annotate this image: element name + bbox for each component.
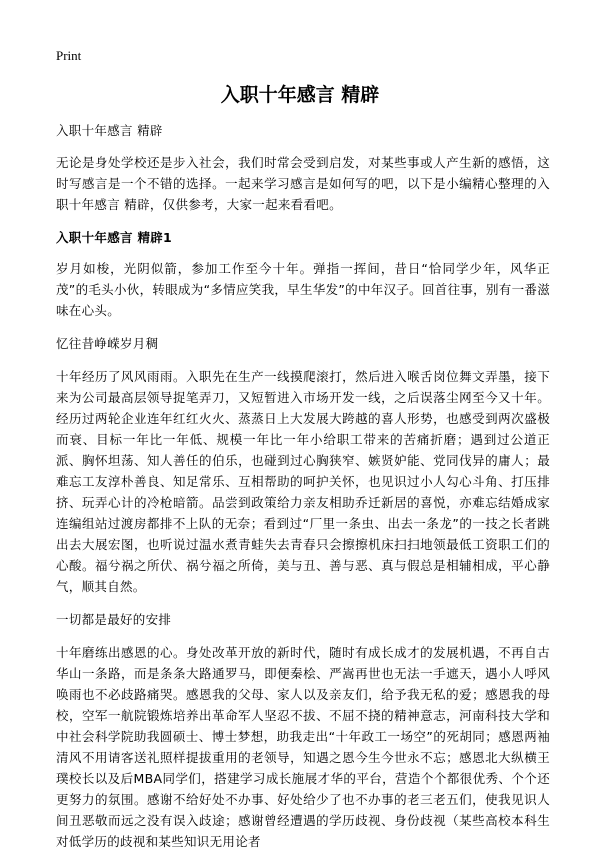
- paragraph-3: 十年经历了风风雨雨。入职先在生产一线摸爬滚打，然后进入喉舌岗位舞文弄墨，接下来为公司最高层领导捉笔弄刀，又短暂进入市场开发一线，之后误落尘网至今又十年。经历过两轮企业连年红红火火、蒸蒸日上大发展大跨越的喜人形势，也感受到两次盛极而衰、目标一年比一年低、规模一年比一年小给职工带来的苦痛折磨；遇到过公道正派、胸怀坦荡、知人善任的伯乐，也碰到过心胸狭窄、嫉贤妒能、党同伐异的庸人；最难忘工友淳朴善良、知足常乐、互相帮助的呵护关怀，也见识过小人勾心斗角、打压排挤、玩弄心计的冷枪暗箭。品尝到政策给力亲友相助乔迁新居的喜悦，亦难忘结婚成家连编组站过渡房都排不上队的无奈；看到过“厂里一条虫、出去一条龙”的一技之长者跳出去大展宏图，也听说过温水煮青蛙失去青春只会擦擦机床扫扫地领最低工资职工们的心酸。福兮祸之所伏、祸兮福之所倚，美与丑、善与恶、真与假总是相辅相成，平心静气，顺其自然。: [56, 369, 550, 594]
- document-title: 入职十年感言 精辟: [220, 84, 380, 106]
- intro-paragraph: 无论是身处学校还是步入社会，我们时常会受到启发，对某些事或人产生新的感悟，这时写感言是一个不错的选择。一起来学习感言是如何写的吧，以下是小编精心整理的入职十年感言 精辟，仅供参考，大家一起来看看吧。: [56, 155, 550, 212]
- document-subtitle: 入职十年感言 精辟: [56, 123, 163, 138]
- document-body: [56, 120, 550, 864]
- paragraph-2-subheading: 忆往昔峥嵘岁月稠: [56, 336, 159, 351]
- paragraph-1: 岁月如梭，光阴似箭，参加工作至今十年。弹指一挥间，昔日“恰同学少年，风华正茂”的毛头小伙，转眼成为“多情应笑我，早生华发”的中年汉子。回首往事，别有一番滋味在心头。: [56, 261, 550, 318]
- section-heading: 入职十年感言 精辟1: [56, 230, 173, 245]
- paragraph-4-subheading: 一切都是最好的安排: [56, 612, 172, 627]
- print-link[interactable]: Print: [56, 48, 82, 63]
- paragraph-5: 十年磨练出感恩的心。身处改革开放的新时代，随时有成长成才的发展机遇，不再自古华山一条路，而是条条大路通罗马，即便秦桧、严嵩再世也无法一手遮天，遇小人呼风唤雨也不必歧路痛哭。感恩我的父母、家人以及亲友们，给予我无私的爱；感恩我的母校，空军一航院锻炼培养出革命军人坚忍不拔、不屈不挠的精神意志，河南科技大学和中社会科学院助我圆硕士、博士梦想，助我走出“十年政工一场空”的死胡同；感恩两袖清风不用请客送礼照样提拔重用的老领导，知遇之恩今生今世永不忘；感恩北大纵横王璞校长以及后MBA同学们，搭建学习成长施展才华的平台，营造个个都很优秀、个个还更努力的氛围。感谢不给好处不办事、好处给少了也不办事的老三老五们，使我见识人间丑恶敬而远之没有误入歧途；感谢曾经遭遇的学历歧视、身份歧视（某些高校本科生对低学历的歧视和某些知识无用论者: [56, 645, 550, 849]
